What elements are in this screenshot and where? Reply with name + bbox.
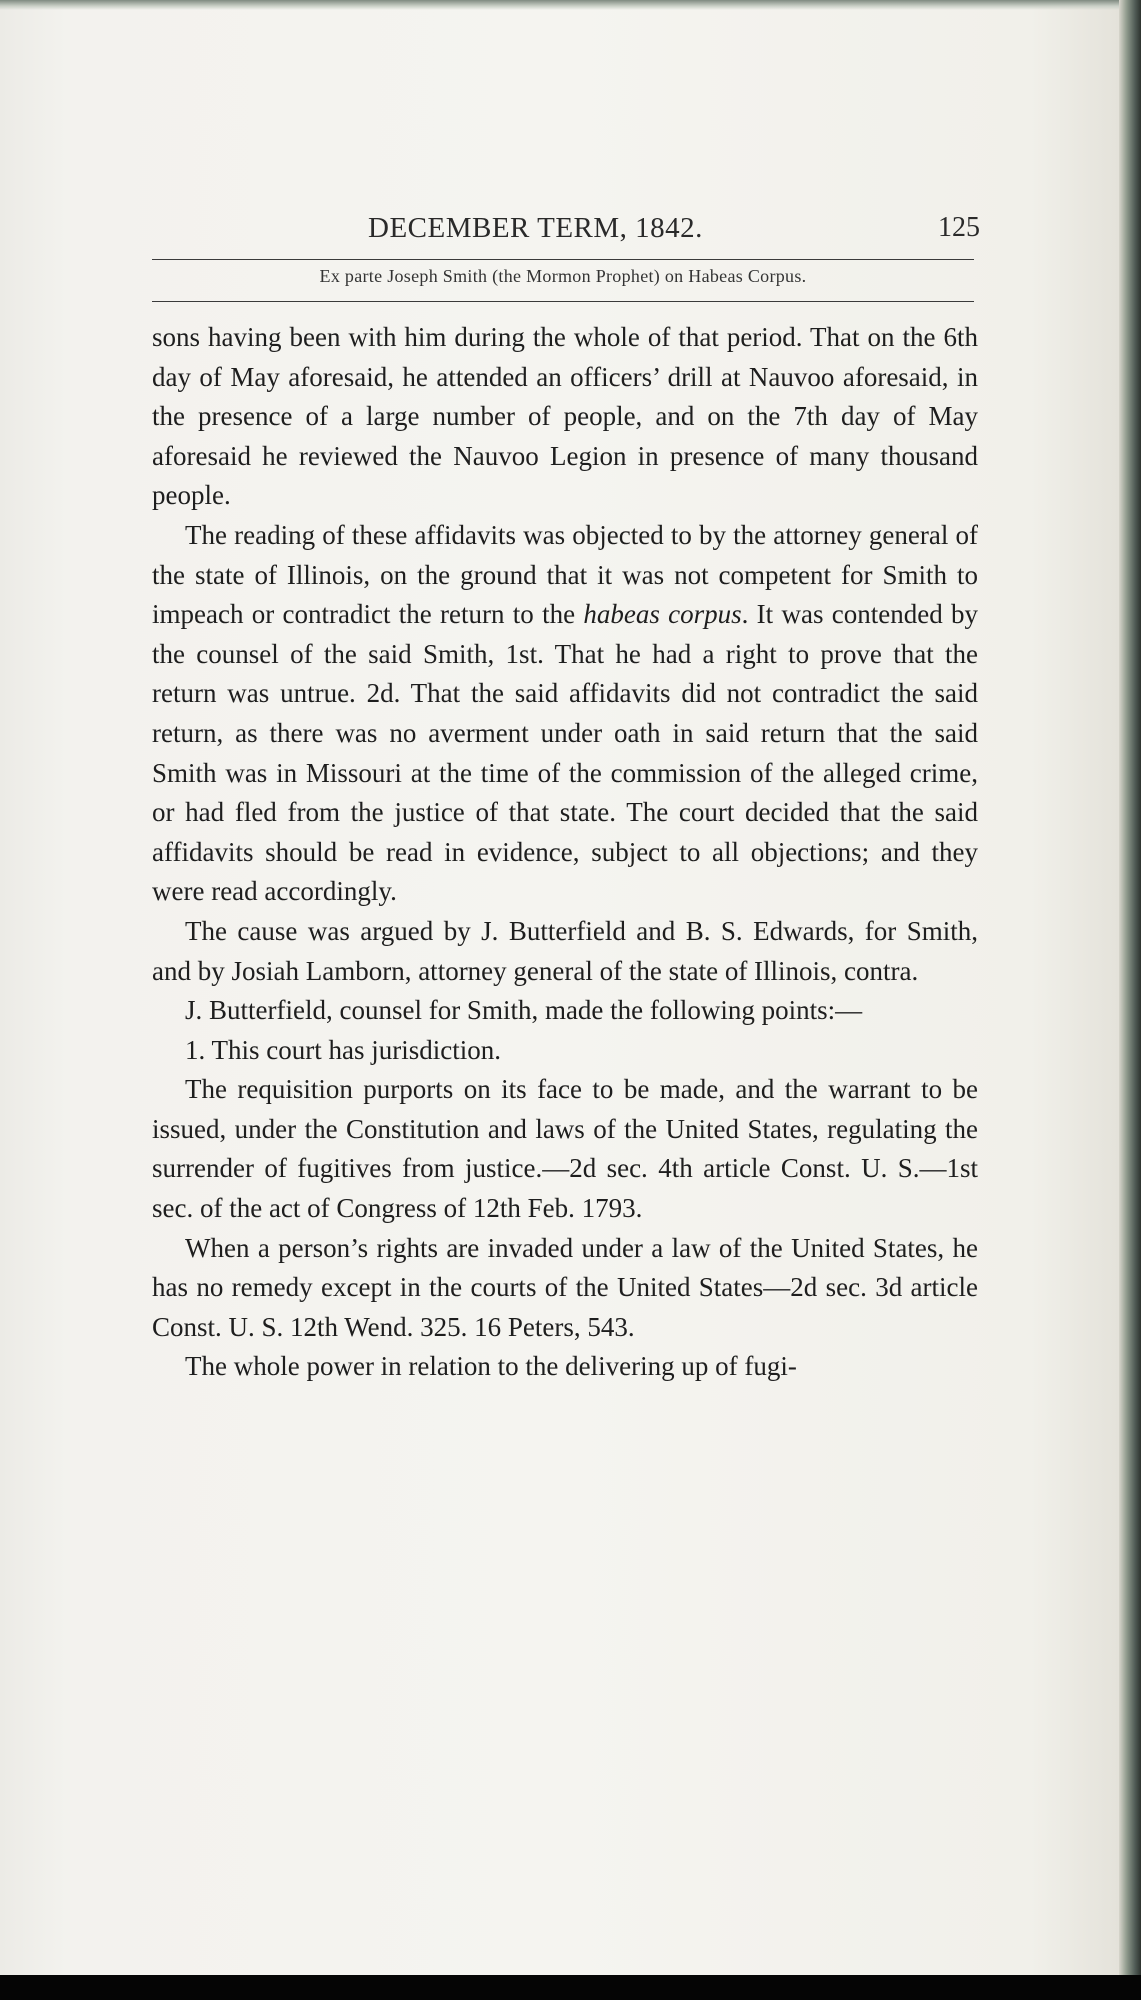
case-title: Ex parte Joseph Smith (the Mormon Prophet) on Habeas Corpus.: [319, 266, 807, 286]
text-run: The requisition purports on its face to be made, and the warrant to be issued, under the Constitution and laws of the United States, regulating the surrender of fugitives from justice.—2d sec. 4th article Const. U. S.—1st sec. of the act of Congress of 12th Feb. 1793.: [152, 1074, 978, 1224]
book-spine-edge: [1119, 0, 1141, 1975]
italic-phrase: habeas corpus: [583, 599, 742, 630]
running-title: DECEMBER TERM, 1842.: [368, 212, 703, 244]
paragraph: [152, 912, 978, 991]
header-rule-top: [152, 259, 974, 260]
text-run: J. Butterfield, counsel for Smith, made the following points:—: [185, 995, 863, 1026]
body-text: [152, 318, 978, 1387]
page-number: 125: [938, 212, 980, 243]
text-run: sons having been with him during the whole of that period. That on the 6th day of May aforesaid, he attended an officers’ drill at Nauvoo aforesaid, in the presence of a large number of people, and on the 7th day of May aforesaid he reviewed the Nauvoo Legion in presence of many thousand people.: [152, 322, 978, 511]
paragraph: [152, 516, 978, 912]
text-run: The cause was argued by J. Butterfield and B. S. Edwards, for Smith, and by Josiah Lamborn, attorney general of the state of Illinois, contra.: [152, 915, 978, 986]
paragraph: [152, 318, 978, 516]
text-run: The whole power in relation to the delivering up of fugi-: [185, 1351, 797, 1382]
paragraph: [152, 1229, 978, 1348]
paragraph: [152, 991, 978, 1031]
text-run: 1. This court has jurisdiction.: [185, 1034, 501, 1065]
paragraph: [152, 1070, 978, 1228]
scan-bottom-edge: [0, 1975, 1141, 2000]
text-run: The reading of these affidavits was objected to by the attorney general of the state of Illinois, on the ground that it was not competent for Smith to impeach or contradict the return to the: [152, 519, 978, 630]
text-run: . It was contended by the counsel of the said Smith, 1st. That he had a right to prove that the return was untrue. 2d. That the said affidavits did not contradict the said return, as there was no averment under oath in said return that the said Smith was in Missouri at the time of the commission of the alleged crime, or had fled from the justice of that state. The court decided that the said affidavits should be read in evidence, subject to all objections; and they were read accordingly.: [152, 599, 978, 907]
text-run: When a person’s rights are invaded under a law of the United States, he has no remedy except in the courts of the United States—2d sec. 3d article Const. U. S. 12th Wend. 325. 16 Peters, 543.: [152, 1232, 978, 1342]
page-header: [150, 212, 980, 256]
paragraph: [152, 1031, 978, 1071]
paragraph: [152, 1347, 978, 1387]
header-rule-bottom: [152, 301, 974, 302]
